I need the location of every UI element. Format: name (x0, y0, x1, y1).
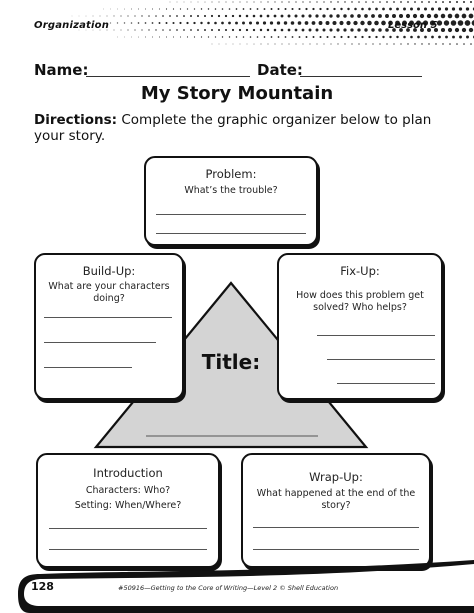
fix-up-line[interactable] (337, 383, 435, 384)
introduction-box (36, 453, 220, 568)
introduction-prompt-characters: Characters: Who? (85, 485, 171, 496)
section-label: Organization (34, 20, 110, 31)
directions-label: Directions: (34, 112, 118, 128)
date-label: Date: (257, 61, 303, 79)
wrap-up-line[interactable] (253, 527, 419, 528)
fix-up-line[interactable] (317, 335, 435, 336)
build-up-line[interactable] (44, 367, 132, 368)
lesson-label: Lesson 5 (388, 20, 438, 31)
introduction-prompt-setting: Setting: When/Where? (74, 500, 182, 511)
problem-heading: Problem: (205, 167, 257, 181)
build-up-line[interactable] (44, 342, 156, 343)
introduction-line[interactable] (49, 528, 207, 529)
build-up-box (34, 253, 184, 400)
wrap-up-line[interactable] (253, 549, 419, 550)
build-up-line[interactable] (44, 317, 172, 318)
wrap-up-heading: Wrap-Up: (309, 470, 363, 484)
problem-line[interactable] (156, 233, 306, 234)
introduction-line[interactable] (49, 549, 207, 550)
wrap-up-box (241, 453, 431, 568)
name-label: Name: (34, 61, 89, 79)
fix-up-heading: Fix-Up: (340, 264, 380, 278)
mountain-title-label: Title: (201, 350, 261, 374)
wrap-up-prompt: What happened at the end of the story? (256, 488, 416, 511)
problem-prompt: What’s the trouble? (184, 185, 278, 196)
directions-text: Complete the graphic organizer below to plan your story. (34, 112, 432, 144)
fix-up-box (277, 253, 443, 400)
build-up-heading: Build-Up: (82, 264, 136, 278)
fix-up-prompt: How does this problem get solved? Who helps? (296, 290, 424, 313)
fix-up-line[interactable] (327, 359, 435, 360)
introduction-heading: Introduction (93, 466, 163, 480)
problem-line[interactable] (156, 214, 306, 215)
page-number: 128 (31, 580, 54, 593)
page-title: My Story Mountain (140, 83, 334, 104)
problem-box (144, 156, 318, 246)
build-up-prompt: What are your characters doing? (48, 281, 170, 304)
footer-credit: #50916—Getting to the Core of Writing—Level 2 © Shell Education (118, 584, 339, 592)
